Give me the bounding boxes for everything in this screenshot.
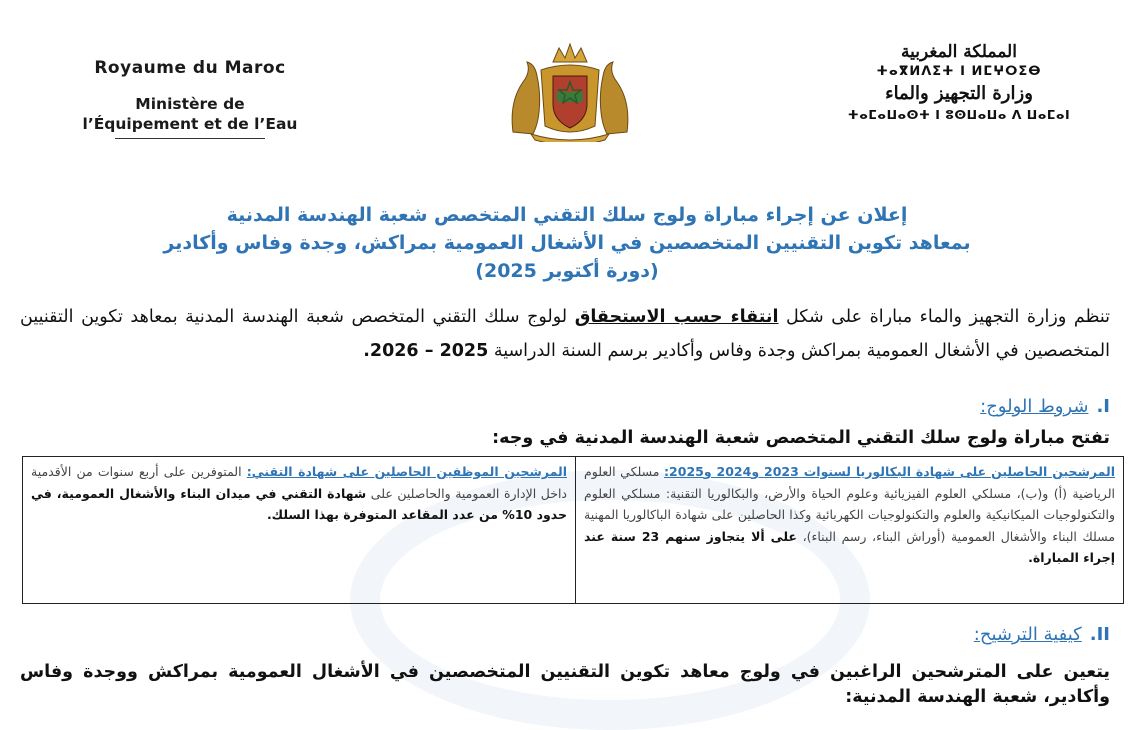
section-1-heading (980, 396, 1110, 417)
employees-body: المتوفرين على أربع سنوات من الأقدمية داخل الإدارة العمومية والحاصلين على (31, 464, 567, 501)
title-line1: إعلان عن إجراء مباراة ولوج سلك التقني المتخصص شعبة الهندسة المدنية (226, 204, 908, 226)
french-header (40, 58, 340, 139)
fr-kingdom: Royaume du Maroc (94, 58, 286, 78)
title-line3: (دورة أكتوبر 2025) (475, 260, 659, 282)
intro-part2: لولوج سلك التقني المتخصص شعبة الهندسة المدنية بمعاهد تكوين التقنيين المتخصصين في الأشغال العمومية بمراكش وجدة وفاس وأكادير برسم السنة الدراسية (20, 307, 1110, 361)
tifinagh-kingdom: ⵜⴰⴳⵍⴷⵉⵜ ⵏ ⵍⵎⵖⵔⵉⴱ (876, 64, 1042, 79)
arabic-header (844, 42, 1074, 122)
bac-age-condition: على ألا يتجاوز سنهم 23 سنة عند إجراء المباراة. (584, 528, 1115, 565)
section-2-number: II. (1089, 624, 1110, 645)
table-cell-technician-employees (23, 457, 575, 603)
section-1-subtitle: تفتح مباراة ولوج سلك التقني المتخصص شعبة الهندسة المدنية في وجه: (492, 428, 1110, 448)
royal-coat-of-arms-icon (505, 42, 635, 142)
ar-kingdom: المملكة المغربية (901, 42, 1017, 62)
table-cell-bac-candidates (575, 457, 1123, 603)
section-1-number: I. (1096, 396, 1110, 417)
fr-ministry-line1: Ministère de (135, 95, 245, 113)
fr-ministry-line2: l’Équipement et de l’Eau (82, 115, 298, 133)
header-rule (115, 138, 265, 139)
title-line2: بمعاهد تكوين التقنيين المتخصصين في الأشغال العمومية بمراكش، وجدة وفاس وأكادير (163, 232, 971, 254)
tifinagh-ministry: ⵜⴰⵎⴰⵡⴰⵙⵜ ⵏ ⵓⵙⵡⴰⵡⴰ ⴷ ⵡⴰⵎⴰⵏ (847, 107, 1071, 122)
section-2-title: كيفية الترشيح: (973, 624, 1082, 645)
section-2-text: يتعين على المترشحين الراغبين في ولوج معاهد تكوين التقنيين المتخصصين في الأشغال العمومية بمراكش ووجدة وفاس وأكادير، شعبة الهندسة المدنية: (20, 662, 1110, 707)
intro-underlined: انتقاء حسب الاستحقاق (574, 307, 779, 327)
section-1-title: شروط الولوج: (980, 396, 1089, 417)
ar-ministry: وزارة التجهيز والماء (885, 83, 1033, 104)
intro-part1: تنظم وزارة التجهيز والماء مباراة على شكل (778, 307, 1110, 327)
intro-paragraph (20, 300, 1110, 368)
section-2-heading (974, 624, 1110, 645)
intro-years: 2025 – 2026. (363, 341, 489, 361)
bac-body: مسلكي العلوم الرياضية (أ) و(ب)، مسلكي العلوم الفيزيائية وعلوم الحياة والأرض، والبكالوريا التقنية: مسلكي العلوم والتكنولوجيات الميكانيكية والعلوم والتكنولوجيات الكهربائية وكذا الحاصلين على شهادة الباكالوريا المهنية مسلك البناء والأشغال العمومية (أوراش البناء، رسم البناء)، (584, 464, 1116, 544)
employees-heading: المرشحين الموظفين الحاصلين على شهادة التقني: (246, 464, 567, 479)
employees-quota: شهادة التقني في ميدان البناء والأشغال العمومية، في حدود 10% من عدد المقاعد المتوفرة بهذا السلك. (31, 485, 567, 522)
bac-heading: المرشحين الحاصلين على شهادة البكالوريا لسنوات 2023 و2024 و2025: (664, 464, 1115, 479)
eligibility-table (22, 456, 1124, 604)
